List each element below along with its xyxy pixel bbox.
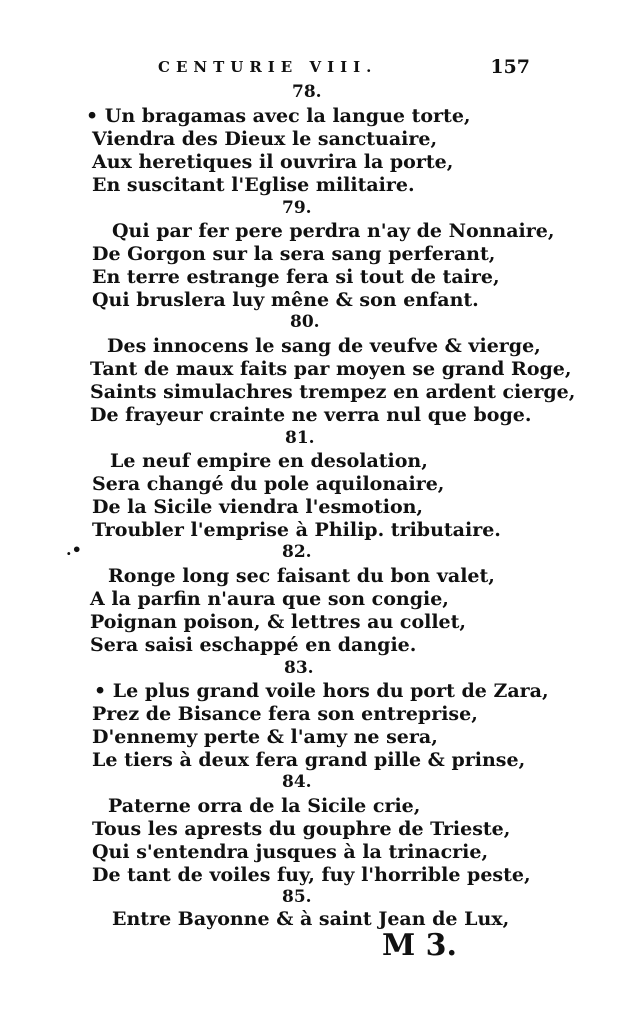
- verse-line: Saints simulachres trempez en ardent cierge,: [90, 381, 576, 403]
- quatrain-number: 80.: [290, 312, 320, 332]
- verse-line: Paterne orra de la Sicile crie,: [108, 795, 421, 817]
- verse-line: Le tiers à deux fera grand pille & prinse,: [92, 749, 526, 771]
- verse-line: De Gorgon sur la sera sang perferant,: [92, 243, 496, 265]
- verse-line: Prez de Bisance fera son entreprise,: [92, 703, 478, 725]
- verse-line: Aux heretiques il ouvrira la porte,: [92, 151, 454, 173]
- verse-line: • Le plus grand voile hors du port de Zara,: [94, 680, 549, 702]
- verse-line: Sera changé du pole aquilonaire,: [92, 473, 445, 495]
- verse-line: Qui par fer pere perdra n'ay de Nonnaire,: [112, 220, 555, 242]
- verse-line: • Un bragamas avec la langue torte,: [86, 105, 471, 127]
- verse-line: De frayeur crainte ne verra nul que boge.: [90, 404, 532, 426]
- verse-line: Le neuf empire en desolation,: [110, 450, 428, 472]
- quatrain-number: 82.: [282, 542, 312, 562]
- verse-line: Troubler l'emprise à Philip. tributaire.: [92, 519, 501, 541]
- margin-mark: .•: [66, 540, 82, 559]
- verse-line: D'ennemy perte & l'amy ne sera,: [92, 726, 438, 748]
- running-title: CENTURIE VIII.: [158, 58, 378, 76]
- signature-mark: M 3.: [382, 928, 457, 963]
- page-number: 157: [490, 56, 530, 78]
- verse-line: Sera saisi eschappé en dangie.: [90, 634, 417, 656]
- verse-line: Ronge long sec faisant du bon valet,: [108, 565, 495, 587]
- page-header: [150, 58, 530, 82]
- quatrain-number: 84.: [282, 772, 312, 792]
- verse-line: Viendra des Dieux le sanctuaire,: [92, 128, 438, 150]
- verse-line: Tous les aprests du gouphre de Trieste,: [92, 818, 511, 840]
- verse-line: Qui bruslera luy mêne & son enfant.: [92, 289, 479, 311]
- verse-line: En suscitant l'Eglise militaire.: [92, 174, 415, 196]
- verse-line: Poignan poison, & lettres au collet,: [90, 611, 467, 633]
- quatrain-number: 83.: [284, 658, 314, 678]
- verse-line: Qui s'entendra jusques à la trinacrie,: [92, 841, 489, 863]
- verse-line: De la Sicile viendra l'esmotion,: [92, 496, 424, 518]
- verse-line: Des innocens le sang de veufve & vierge,: [107, 335, 541, 357]
- quatrain-number: 85.: [282, 887, 312, 907]
- quatrain-number: 81.: [285, 428, 315, 448]
- verse-line: A la parfin n'aura que son congie,: [90, 588, 449, 610]
- verse-line: Entre Bayonne & à saint Jean de Lux,: [112, 908, 510, 930]
- quatrain-number: 78.: [292, 82, 322, 102]
- verse-line: De tant de voiles fuy, fuy l'horrible peste,: [92, 864, 531, 886]
- quatrain-number: 79.: [282, 198, 312, 218]
- verse-line: Tant de maux faits par moyen se grand Roge,: [90, 358, 572, 380]
- verse-line: En terre estrange fera si tout de taire,: [92, 266, 500, 288]
